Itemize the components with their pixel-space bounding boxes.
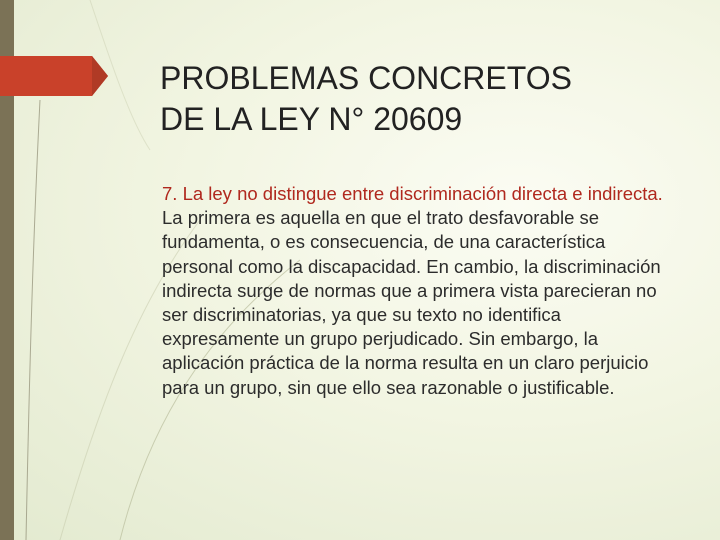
slide-body (162, 182, 676, 400)
body-paragraph-text: La primera es aquella en que el trato desfavorable se fundamenta, o es consecuencia, de una característica personal como la discapacidad. En cambio, la discriminación indirecta surge de normas que a primera vista parecieran no ser discriminatorias, ya que su texto no identifica expresamente un grupo perjudicado. Sin embargo, la aplicación práctica de la norma resulta en un claro perjuicio para un grupo, sin que ello sea razonable o justificable. (162, 207, 661, 398)
slide-title (160, 58, 680, 140)
title-accent-marker (0, 56, 108, 96)
title-line-1: PROBLEMAS CONCRETOS (160, 60, 572, 96)
body-highlight-text: 7. La ley no distingue entre discriminación directa e indirecta. (162, 183, 663, 204)
title-line-2: DE LA LEY N° 20609 (160, 101, 463, 137)
